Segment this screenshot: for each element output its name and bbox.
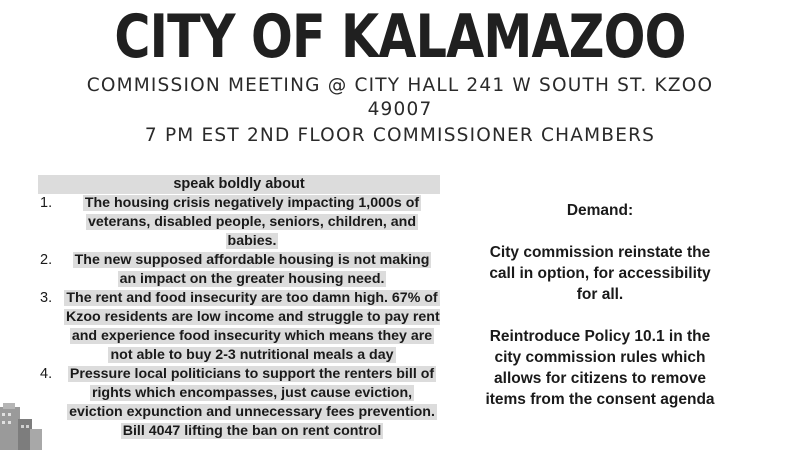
list-item-text: Pressure local politicians to support the renters bill of rights which encompasses, just cause eviction, eviction expunction and unnecessary fees prevention. Bill 4047 lifting the ban on rent control <box>69 366 435 439</box>
talking-points-panel <box>38 175 440 450</box>
list-item <box>38 194 440 251</box>
list-item-number: 2. <box>40 252 53 268</box>
list-item <box>38 365 440 441</box>
list-item-text: The rent and food insecurity are too damn high. 67% of Kzoo residents are low income and struggle to pay rent and experience food insecurity which means they are not able to buy 2-3 nutritional meals a day <box>66 290 440 363</box>
list-item-number: 3. <box>40 290 53 306</box>
page-title: CITY OF KALAMAZOO <box>114 2 686 72</box>
demands-panel <box>480 200 720 410</box>
demand-policy-10-1: Reintroduce Policy 10.1 in the city commission rules which allows for citizens to remove items from the consent agenda <box>485 328 715 408</box>
talking-points-lead: speak boldly about <box>38 175 440 194</box>
meeting-time-line: 7 PM EST 2ND FLOOR COMMISSIONER CHAMBERS <box>144 125 656 146</box>
meeting-zip-line: 49007 <box>367 99 433 120</box>
list-item-text: The new supposed affordable housing is not making an impact on the greater housing need. <box>74 252 430 287</box>
list-item-number: 4. <box>40 366 53 382</box>
demand-call-in-option: City commission reinstate the call in option, for accessibility for all. <box>489 244 711 303</box>
talking-points-list <box>38 194 440 441</box>
meeting-location-line: COMMISSION MEETING @ CITY HALL 241 W SOUTH ST. KZOO <box>86 75 714 96</box>
list-item-number: 1. <box>40 195 53 211</box>
demand-heading: Demand: <box>566 202 634 219</box>
list-item <box>38 251 440 289</box>
list-item <box>38 289 440 365</box>
list-item-text: The housing crisis negatively impacting 1,000s of veterans, disabled people, seniors, children, and babies. <box>84 195 420 249</box>
